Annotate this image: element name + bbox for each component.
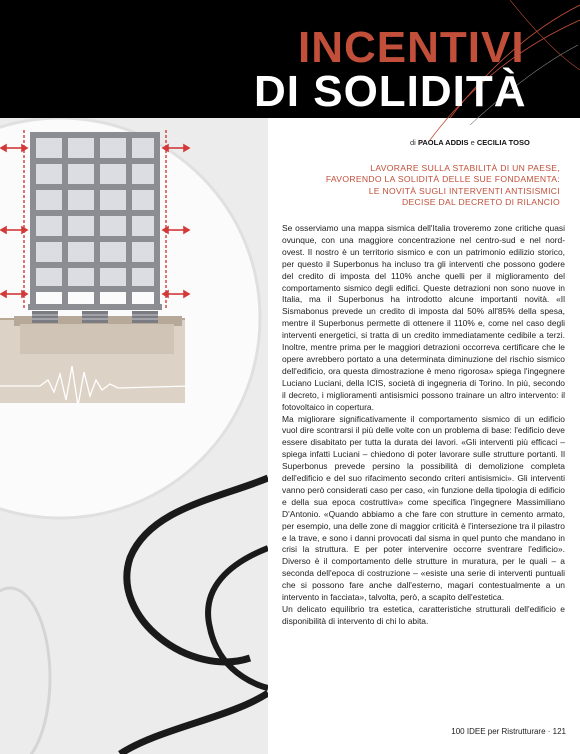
- building-seismic-isolation-illustration: [0, 118, 268, 754]
- body-paragraph: Un delicato equilibrio tra estetica, caratteristiche strutturali dell'edificio e disponibilità di intervento di chi lo abita.: [282, 604, 565, 626]
- author-2: CECILIA TOSO: [476, 138, 530, 147]
- lead-line: LAVORARE SULLA STABILITÀ DI UN PAESE,: [370, 163, 560, 173]
- title-line-2: DI SOLIDITÀ: [254, 67, 527, 116]
- lead-line: DECISE DAL DECRETO DI RILANCIO: [402, 197, 560, 208]
- body-paragraph: Ma migliorare significativamente il comportamento sismico di un edificio vuol dire scontrarsi il più delle volte con un problema di base: l'edificio deve essere disabitato per tutta la durata dei lavori. «Gli interventi più efficaci – spiega infatti Luciani – chiedono di poter lavorare sulle strutture portanti. Il Superbonus prevede persino la possibilità di demolizione completa dell'edificio e del suo rifacimento secondo criteri antisismici». Gli interventi vanno però considerati caso per caso, «in funzione della tipologia di edificio e della sua epoca costruttiva» come specifica l'ingegnere Massimiliano D'Antonio. «Quando abbiamo a che fare con strutture in cemento armato, per esempio, una delle zone di maggior criticità è l'intersezione tra il pilastro e la trave, e sono i danni provocati dal sisma in quel punto che mandano in crisi la struttura. E per poter intervenire occorre sventrare l'edificio». Diverso è il comportamento delle strutture in muratura, per le quali – a seconda dell'epoca di costruzione – «esiste una serie di interventi puntuali che si possono fare anche dall'esterno, magari contestualmente a un intervento in facciata», talvolta, però, a scapito dell'estetica.: [282, 413, 565, 603]
- author-1: PAOLA ADDIS: [417, 138, 469, 147]
- lead-line: FAVORENDO LA SOLIDITÀ DELLE SUE FONDAMENTA:: [325, 174, 560, 185]
- byline-prefix: di: [410, 138, 416, 147]
- title-line-1: INCENTIVI: [298, 23, 525, 72]
- article-body: [282, 223, 565, 628]
- byline: [410, 138, 530, 147]
- lead-line: LE NOVITÀ SUGLI INTERVENTI ANTISISMICI: [368, 185, 560, 196]
- lead-paragraph: [292, 163, 560, 209]
- page-footer: 100 IDEE per Ristrutturare · 121: [451, 727, 566, 736]
- hero-illustration: [0, 118, 268, 754]
- header-band: [0, 0, 580, 118]
- body-paragraph: Se osserviamo una mappa sismica dell'Italia troveremo zone critiche quasi ovunque, con una maggiore concentrazione nel centro-sud e nel nord-ovest. Il nostro è un territorio sismico e con un patrimonio edilizio storico, per questo il Superbonus ha incluso tra gli interventi che possono godere del credito di imposta del 110% anche quelli per il miglioramento del comportamento sismico degli edifici. Queste detrazioni non sono nuove in Italia, ma il Superbonus ha introdotto alcune importanti novità. «Il Sismabonus prevede un credito di imposta dal 50% all'85% della spesa, mentre il Superbonus permette di ottenere il 110% e, come nel caso degli interventi energetici, si tratta di un credito immediatamente cedibile a terzi. Inoltre, mentre prima per le maggiori detrazioni occorreva certificare che le opere avrebbero portato a una determinata diminuzione del rischio sismico dell'edificio, ora questa dimostrazione è meno rigorosa» spiega l'ingegnere Luciano Luciani, della ICIS, società di ingegneria di Torino. In più, secondo il decreto, i miglioramenti antisismici possono trainare un altro intervento: il fotovoltaico in copertura.: [282, 223, 565, 412]
- byline-conjunction: e: [470, 138, 475, 147]
